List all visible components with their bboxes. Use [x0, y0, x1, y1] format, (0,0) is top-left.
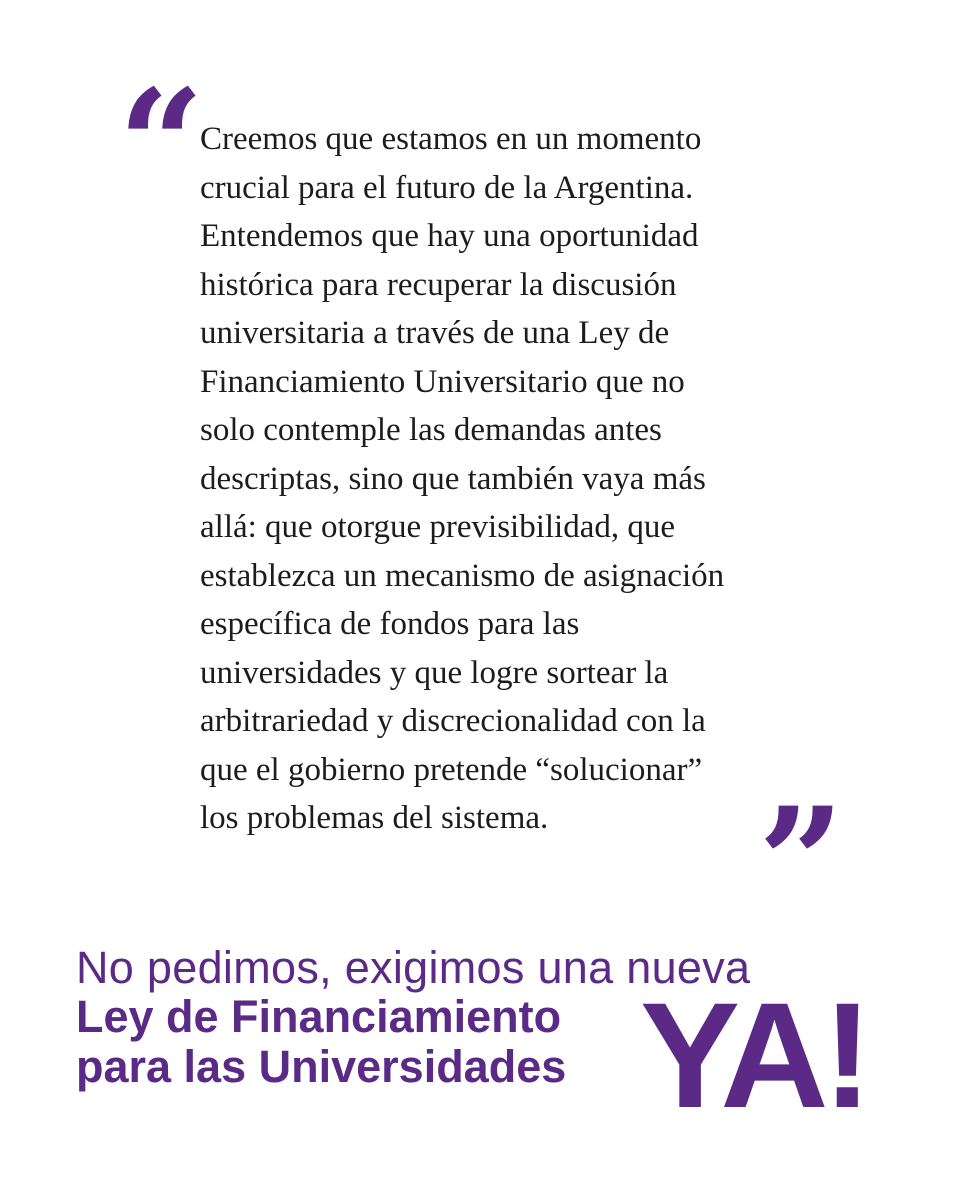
slogan-bold-line: Ley de Financiamiento: [76, 991, 562, 1042]
quote-text: [200, 115, 820, 843]
quote-line: universitaria a través de una Ley de: [200, 315, 670, 351]
open-quote-mark: “: [118, 57, 205, 233]
quote-line: Entendemos que hay una oportunidad: [200, 218, 699, 254]
slogan-line: No pedimos, exigimos una nueva: [76, 942, 751, 993]
quote-line: crucial para el futuro de la Argentina.: [200, 169, 694, 206]
quote-line: allá: que otorgue previsibilidad, que: [200, 509, 676, 545]
quote-line: los problemas del sistema.: [200, 800, 549, 836]
quote-line: histórica para recuperar la discusión: [200, 266, 677, 303]
quote-line: arbitrariedad y discrecionalidad con la: [200, 703, 706, 739]
quote-line: establezca un mecanismo de asignación: [200, 557, 725, 594]
quote-line: que el gobierno pretende “solucionar”: [200, 751, 703, 788]
quote-line: solo contemple las demandas antes: [200, 412, 662, 448]
close-quote-mark: ”: [758, 775, 845, 951]
quote-line: universidades y que logre sortear la: [200, 654, 669, 691]
quote-line: Financiamiento Universitario que no: [200, 363, 685, 400]
ya-headline: YA!: [640, 971, 867, 1139]
quote-line: descriptas, sino que también vaya más: [200, 460, 706, 497]
quote-line: Creemos que estamos en un momento: [200, 121, 702, 157]
quote-line: específica de fondos para las: [200, 606, 580, 642]
slogan-bold: [76, 992, 566, 1092]
slogan-bold-line: para las Universidades: [76, 1041, 567, 1092]
